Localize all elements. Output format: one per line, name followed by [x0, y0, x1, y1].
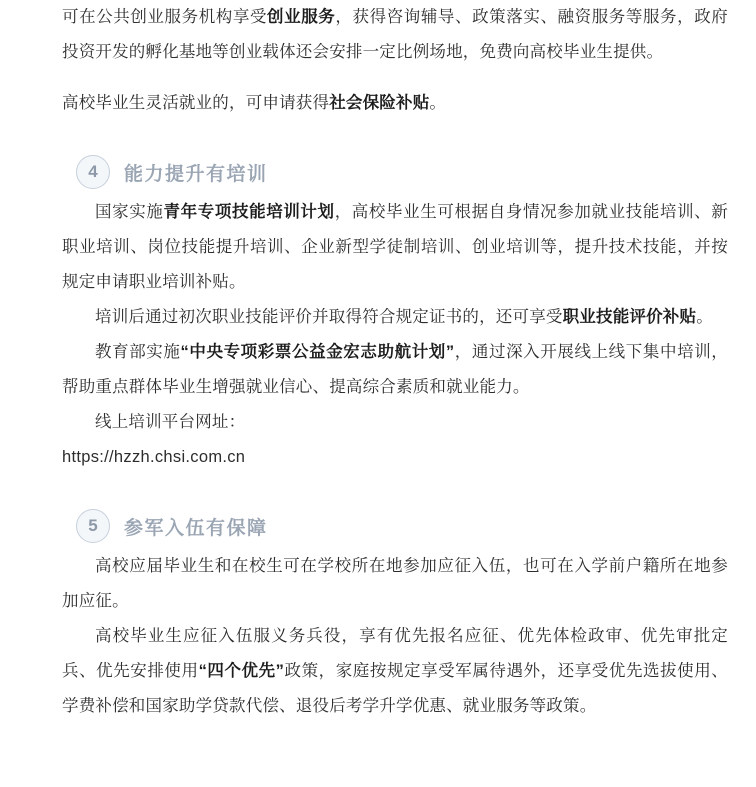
body-text: ，高校毕业生可根据自身情况参加就业技能培训、新职业培训、岗位技能提升培训、企业新型学徒制培训、创业培训等，提升技术技能，并按规定申请职业培训补贴。 [62, 203, 729, 291]
section-number-badge: 5 [76, 509, 110, 543]
paragraph-youth-training-plan [62, 195, 728, 300]
emphasis-text: 社会保险补贴 [329, 94, 430, 112]
spacer [62, 475, 728, 509]
body-text: ，通过深入开展线上线下集中培训，帮助重点群体毕业生增强就业信心、提高综合素质和就业能力。 [62, 343, 728, 396]
section-number-badge: 4 [76, 155, 110, 189]
body-text: 培训后通过初次职业技能评价并取得符合规定证书的，还可享受 [95, 308, 563, 326]
section-header-military [62, 509, 728, 543]
paragraph-online-platform-label [62, 405, 728, 440]
training-platform-url[interactable]: https://hzzh.chsi.com.cn [62, 448, 246, 466]
emphasis-text: 创业服务 [267, 8, 336, 26]
body-text: 教育部实施 [95, 343, 181, 361]
paragraph-entrepreneur-services [62, 0, 728, 70]
spacer [62, 121, 728, 155]
section-header-training [62, 155, 728, 189]
paragraph-enlist-location [62, 549, 728, 619]
section-title: 能力提升有培训 [124, 163, 268, 185]
body-text: 。 [696, 308, 713, 326]
body-text: 高校毕业生应征入伍服义务兵役，享有优先报名应征、优先体检政审、优先审批定兵、优先安排使用 [62, 627, 728, 680]
paragraph-social-insurance [62, 86, 728, 121]
body-text: 高校应届毕业生和在校生可在学校所在地参加应征入伍，也可在入学前户籍所在地参加应征。 [62, 557, 728, 610]
body-text: 。 [429, 94, 447, 112]
paragraph-four-priorities [62, 619, 728, 724]
body-text: 高校毕业生灵活就业的，可申请获得 [62, 94, 330, 112]
body-text: ，获得咨询辅导、政策落实、融资服务等服务，政府投资开发的孵化基地等创业载体还会安排一定比例场地，免费向高校毕业生提供。 [62, 8, 729, 61]
body-text: 政策，家庭按规定享受军属待遇外，还享受优先选拔使用、学费补偿和国家助学贷款代偿、退役后考学升学优惠、就业服务等政策。 [62, 662, 728, 715]
section-title: 参军入伍有保障 [124, 517, 268, 539]
emphasis-text: 职业技能评价补贴 [562, 308, 697, 326]
body-text: 线上培训平台网址： [95, 413, 246, 431]
spacer [62, 70, 728, 86]
body-text: 国家实施 [95, 203, 164, 221]
paragraph-skill-evaluation-subsidy [62, 300, 728, 335]
emphasis-text: 青年专项技能培训计划 [163, 203, 335, 221]
emphasis-text: “中央专项彩票公益金宏志助航计划” [180, 343, 455, 361]
emphasis-text: “四个优先” [198, 662, 285, 680]
paragraph-lottery-public-fund-plan [62, 335, 728, 405]
body-text: 可在公共创业服务机构享受 [62, 8, 268, 26]
